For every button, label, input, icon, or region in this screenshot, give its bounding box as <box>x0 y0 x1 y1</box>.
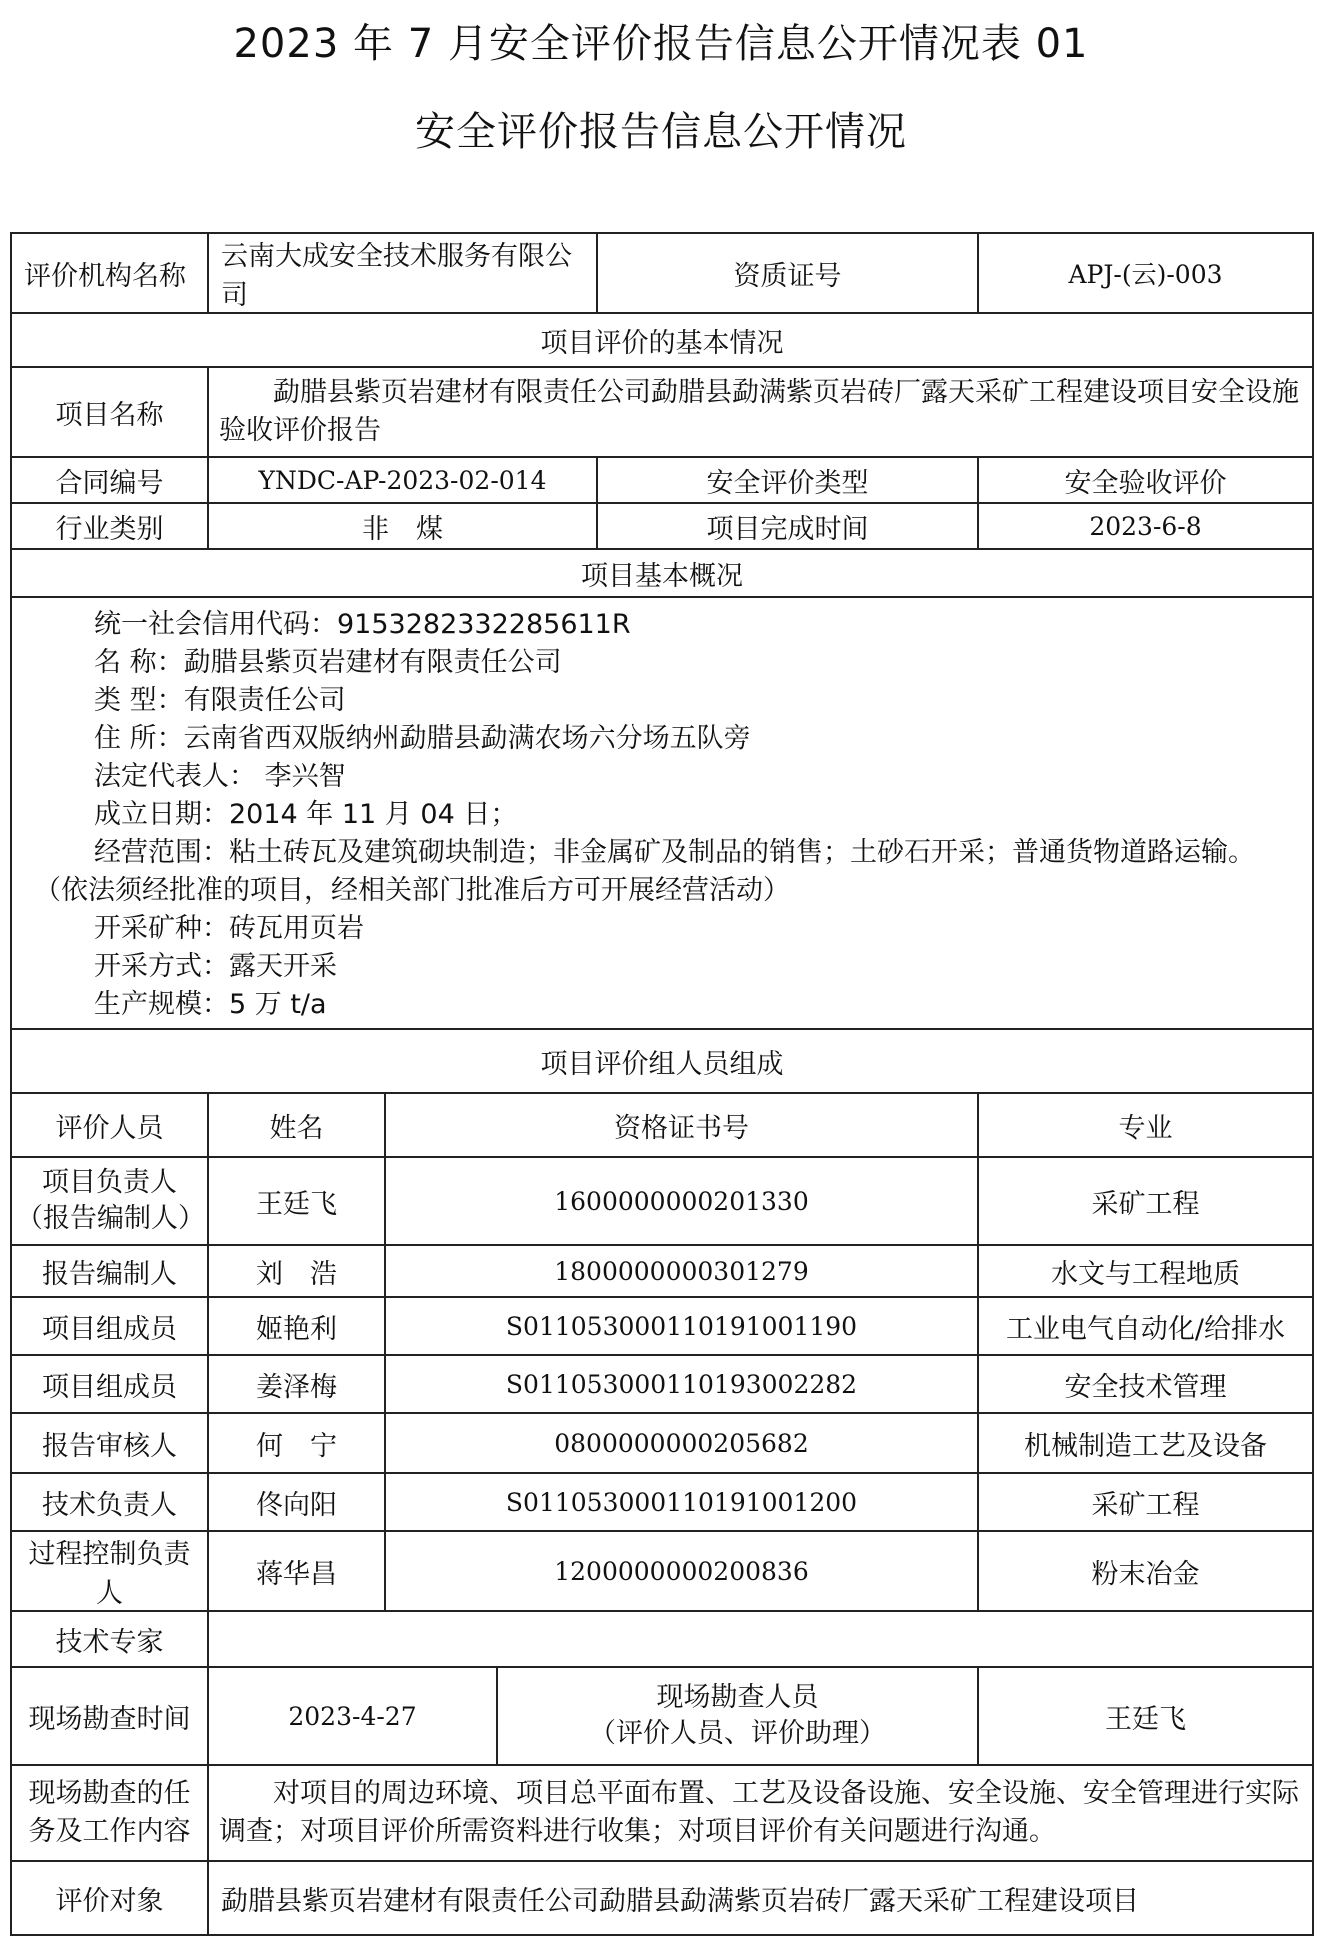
eval-type-value: 安全验收评价 <box>978 457 1313 503</box>
team-major: 采矿工程 <box>978 1473 1313 1531</box>
survey-staff-label: 现场勘查人员 （评价人员、评价助理） <box>497 1667 978 1765</box>
overview-section-header: 项目基本概况 <box>11 549 1313 597</box>
basic-section-header: 项目评价的基本情况 <box>11 313 1313 367</box>
team-role: 项目组成员 <box>11 1355 208 1413</box>
team-major: 水文与工程地质 <box>978 1245 1313 1297</box>
table-row <box>11 1531 1313 1611</box>
team-header-major: 专业 <box>978 1093 1313 1157</box>
overview-line: 类 型：有限责任公司 <box>94 685 346 716</box>
cert-value: APJ-(云)-003 <box>978 233 1313 313</box>
team-major: 安全技术管理 <box>978 1355 1313 1413</box>
team-cert: S011053000110193002282 <box>385 1355 978 1413</box>
overview-line: 法定代表人： 李兴智 <box>94 761 346 792</box>
team-section-header: 项目评价组人员组成 <box>11 1029 1313 1093</box>
expert-label: 技术专家 <box>11 1611 208 1667</box>
team-name: 刘 浩 <box>208 1245 385 1297</box>
table-row <box>11 1297 1313 1355</box>
overview-line: 经营范围：粘土砖瓦及建筑砌块制造；非金属矿及制品的销售；土砂石开采；普通货物道路运输。 <box>94 837 1255 868</box>
team-cert: 1800000000301279 <box>385 1245 978 1297</box>
project-name-label: 项目名称 <box>11 367 208 457</box>
overview-line: 统一社会信用代码：9153282332285611R <box>94 609 631 640</box>
team-header-name: 姓名 <box>208 1093 385 1157</box>
overview-line: 住 所：云南省西双版纳州勐腊县勐满农场六分场五队旁 <box>94 723 751 754</box>
team-major: 机械制造工艺及设备 <box>978 1413 1313 1473</box>
table-row <box>11 1413 1313 1473</box>
industry-label: 行业类别 <box>11 503 208 549</box>
eval-type-label: 安全评价类型 <box>597 457 978 503</box>
eval-object-label: 评价对象 <box>11 1861 208 1935</box>
team-name: 姜泽梅 <box>208 1355 385 1413</box>
org-name-label: 评价机构名称 <box>11 233 208 313</box>
table-row <box>11 1473 1313 1531</box>
project-name-value: 勐腊县紫页岩建材有限责任公司勐腊县勐满紫页岩砖厂露天采矿工程建设项目安全设施验收评价报告 <box>208 367 1313 457</box>
table-row <box>11 1245 1313 1297</box>
team-cert: S011053000110191001200 <box>385 1473 978 1531</box>
overview-line: 生产规模：5 万 t/a <box>94 989 327 1020</box>
overview-line: 成立日期：2014 年 11 月 04 日； <box>94 799 518 830</box>
team-name: 蒋华昌 <box>208 1531 385 1611</box>
team-role: 报告审核人 <box>11 1413 208 1473</box>
team-role: 项目组成员 <box>11 1297 208 1355</box>
survey-task-label: 现场勘查的任务及工作内容 <box>11 1765 208 1861</box>
team-role: 报告编制人 <box>11 1245 208 1297</box>
industry-value: 非 煤 <box>208 503 597 549</box>
team-cert: S011053000110191001190 <box>385 1297 978 1355</box>
overview-line: （依法须经批准的项目，经相关部门批准后方可开展经营活动） <box>34 875 790 906</box>
team-role: 技术负责人 <box>11 1473 208 1531</box>
team-role: 过程控制负责人 <box>11 1531 208 1611</box>
document-subtitle: 安全评价报告信息公开情况 <box>415 109 907 155</box>
table-row <box>11 1355 1313 1413</box>
team-cert: 1600000000201330 <box>385 1157 978 1245</box>
survey-time-value: 2023-4-27 <box>208 1667 497 1765</box>
team-header-cert: 资格证书号 <box>385 1093 978 1157</box>
table-row <box>11 1157 1313 1245</box>
team-major: 采矿工程 <box>978 1157 1313 1245</box>
survey-staff-value: 王廷飞 <box>978 1667 1313 1765</box>
overview-line: 开采矿种：砖瓦用页岩 <box>94 913 364 944</box>
overview-line: 开采方式：露天开采 <box>94 951 337 982</box>
team-name: 姬艳利 <box>208 1297 385 1355</box>
eval-object-value: 勐腊县紫页岩建材有限责任公司勐腊县勐满紫页岩砖厂露天采矿工程建设项目 <box>208 1861 1313 1935</box>
contract-label: 合同编号 <box>11 457 208 503</box>
cert-label: 资质证号 <box>597 233 978 313</box>
document-title: 2023 年 7 月安全评价报告信息公开情况表 01 <box>233 21 1089 67</box>
contract-value: YNDC-AP-2023-02-014 <box>208 457 597 503</box>
team-major: 粉末冶金 <box>978 1531 1313 1611</box>
team-name: 佟向阳 <box>208 1473 385 1531</box>
org-name-value: 云南大成安全技术服务有限公司 <box>208 233 597 313</box>
team-role: 项目负责人 （报告编制人） <box>11 1157 208 1245</box>
overview-line: 名 称：勐腊县紫页岩建材有限责任公司 <box>94 647 562 678</box>
survey-task-value: 对项目的周边环境、项目总平面布置、工艺及设备设施、安全设施、安全管理进行实际调查；对项目评价所需资料进行收集；对项目评价有关问题进行沟通。 <box>208 1765 1313 1861</box>
team-name: 王廷飞 <box>208 1157 385 1245</box>
finish-time-label: 项目完成时间 <box>597 503 978 549</box>
team-header-role: 评价人员 <box>11 1093 208 1157</box>
overview-block <box>11 597 1313 1029</box>
expert-value <box>208 1611 1313 1667</box>
team-cert: 1200000000200836 <box>385 1531 978 1611</box>
team-name: 何 宁 <box>208 1413 385 1473</box>
disclosure-table <box>10 232 1314 1936</box>
team-major: 工业电气自动化/给排水 <box>978 1297 1313 1355</box>
finish-time-value: 2023-6-8 <box>978 503 1313 549</box>
team-cert: 0800000000205682 <box>385 1413 978 1473</box>
survey-time-label: 现场勘查时间 <box>11 1667 208 1765</box>
